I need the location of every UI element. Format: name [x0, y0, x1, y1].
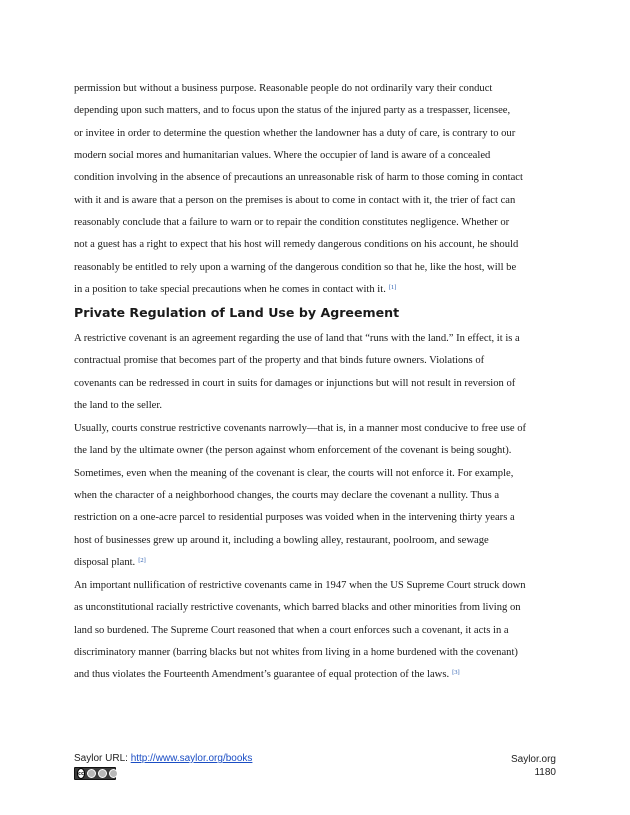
- text-line: disposal plant.: [74, 557, 136, 569]
- text-line: contractual promise that becomes part of the property and that binds future owners. Violations of: [74, 355, 485, 367]
- text-line: in a position to take special precautions when he comes in contact with it.: [74, 284, 386, 296]
- text-line: Usually, courts construe restrictive covenants narrowly—that is, in a manner most conducive to free use of: [74, 423, 527, 434]
- text-line: when the character of a neighborhood changes, the courts may declare the covenant a nullity. Thus a: [74, 490, 500, 502]
- nc-icon: [98, 769, 107, 778]
- paragraph-construction: [74, 418, 564, 574]
- text-line: depending upon such matters, and to focus upon the status of the injured party as a trespasser, licensee,: [74, 105, 511, 117]
- footer-page-info: [511, 753, 556, 779]
- sa-icon: [109, 769, 118, 778]
- cc-logo-icon: cc: [77, 768, 85, 779]
- footer-source: [74, 753, 252, 764]
- saylor-url-label: Saylor URL:: [74, 753, 131, 764]
- text-line: covenants can be redressed in court in suits for damages or injunctions but will not result in reversion of: [74, 377, 516, 389]
- text-line: reasonably conclude that a failure to warn or to repair the condition constitutes negligence. Whether or: [74, 217, 510, 229]
- text-line: as unconstitutional racially restrictive covenants, which barred blacks and other minorities from living on: [74, 602, 521, 614]
- text-line: An important nullification of restrictive covenants came in 1947 when the US Supreme Court struck down: [74, 580, 526, 591]
- cc-attribution-icons: [87, 769, 118, 778]
- text-line: restriction on a one-acre parcel to residential purposes was voided when in the intervening thirty years a: [74, 512, 515, 524]
- publisher-name: Saylor.org: [510, 754, 556, 765]
- text-line: and thus violates the Fourteenth Amendment’s guarantee of equal protection of the laws.: [74, 669, 450, 681]
- paragraph-continuation: [74, 78, 564, 301]
- footnote-link-3[interactable]: [3]: [452, 669, 460, 677]
- text-line: the land to the seller.: [74, 400, 162, 412]
- paragraph-restrictive-covenant: [74, 328, 564, 417]
- text-line: host of businesses grew up around it, including a bowling alley, restaurant, poolroom, and sewage: [74, 534, 489, 546]
- text-line: modern social mores and humanitarian values. Where the occupier of land is aware of a concealed: [74, 150, 491, 162]
- text-line: permission but without a business purpose. Reasonable people do not ordinarily vary their conduct: [74, 83, 493, 94]
- footnote-link-2[interactable]: [2]: [138, 557, 146, 565]
- text-line: A restrictive covenant is an agreement regarding the use of land that “runs with the land.” In effect, it is a: [74, 333, 520, 344]
- text-line: the land by the ultimate owner (the person against whom enforcement of the covenant is being sought).: [74, 445, 512, 457]
- text-line: not a guest has a right to expect that his host will remedy dangerous conditions on his account, he should: [74, 239, 519, 251]
- text-line: with it and is aware that a person on the premises is about to come in contact with it, the trier of fact can: [74, 194, 516, 206]
- text-line: or invitee in order to determine the question whether the landowner has a duty of care, is contrary to our: [74, 127, 516, 139]
- text-line: land so burdened. The Supreme Court reasoned that when a court enforces such a covenant, it acts in a: [74, 624, 509, 636]
- text-line: Sometimes, even when the meaning of the covenant is clear, the courts will not enforce it. For example,: [74, 467, 514, 479]
- page-number: 1180: [534, 767, 556, 778]
- text-line: reasonably be entitled to rely upon a warning of the dangerous condition so that he, like the host, will be: [74, 261, 517, 273]
- text-line: condition involving in the absence of precautions an unreasonable risk of harm to those coming in contact: [74, 172, 523, 184]
- section-heading: Private Regulation of Land Use by Agreement: [74, 305, 400, 320]
- saylor-url-link[interactable]: http://www.saylor.org/books: [130, 753, 253, 764]
- paragraph-nullification: [74, 575, 564, 687]
- by-icon: [87, 769, 96, 778]
- text-line: discriminatory manner (barring blacks but not whites from living in a home burdened with the covenant): [74, 647, 518, 659]
- cc-license-icon[interactable]: [74, 767, 116, 780]
- footnote-link-1[interactable]: [1]: [388, 284, 397, 292]
